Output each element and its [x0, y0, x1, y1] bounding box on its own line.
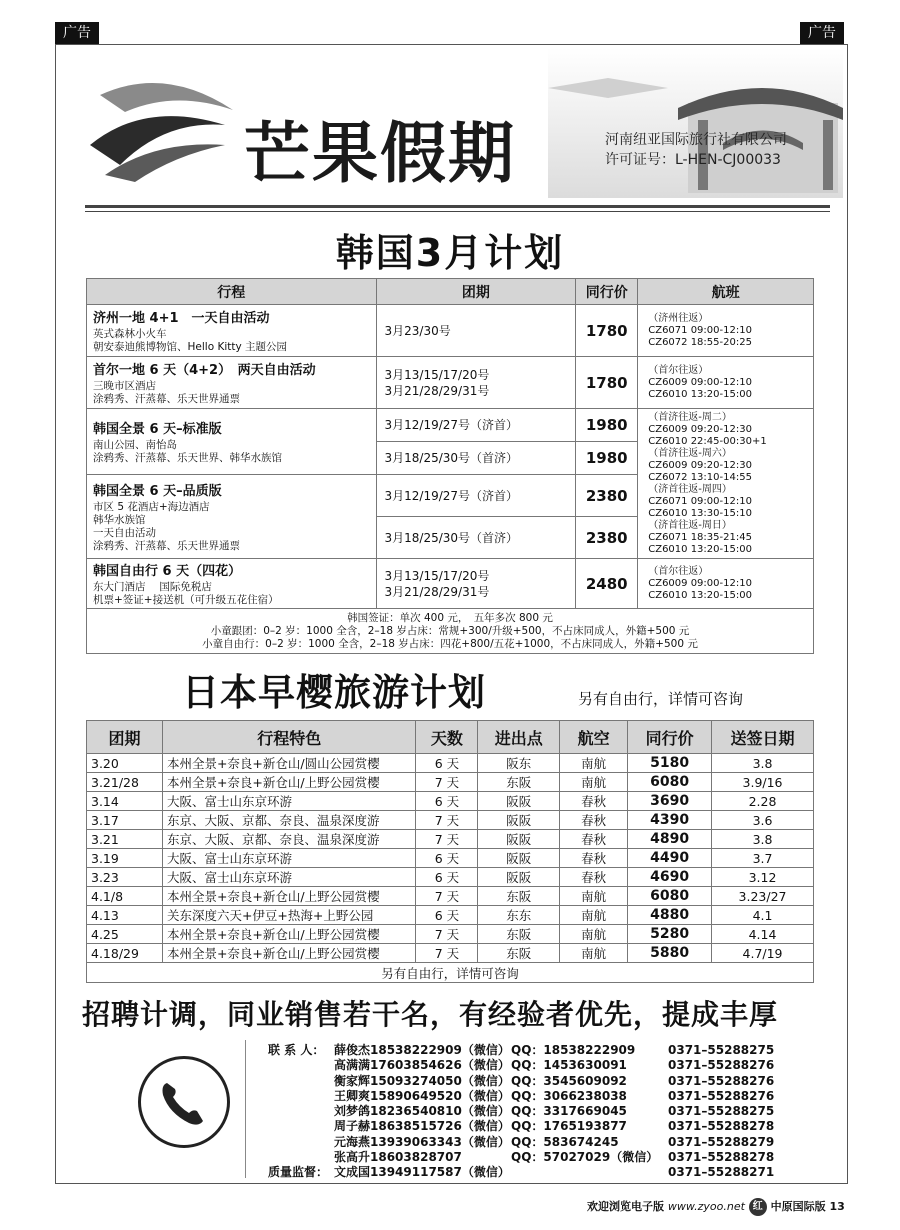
- contact-phone: 0371–55288278: [668, 1150, 775, 1165]
- gate-scene-image: [548, 48, 843, 198]
- itinerary: 东京、大阪、京都、奈良、温泉深度游: [162, 830, 416, 849]
- airline: 春秋: [560, 811, 628, 830]
- visa-date: 3.12: [712, 868, 814, 887]
- visa-date: 3.8: [712, 754, 814, 773]
- tour-date: 4.1/8: [87, 887, 163, 906]
- agency-name: 河南纽亚国际旅行社有限公司: [605, 132, 787, 148]
- contact-person: 王卿爽15890649520（微信）: [334, 1088, 510, 1103]
- visa-date: 2.28: [712, 792, 814, 811]
- entry-exit: 阪阪: [478, 830, 560, 849]
- entry-exit: 东阪: [478, 925, 560, 944]
- contact-phone: 0371–55288275: [668, 1104, 775, 1119]
- price: 4490: [628, 849, 712, 868]
- flight-info: [638, 409, 814, 559]
- tour-dates: 3月18/25/30号（首济）: [376, 442, 576, 475]
- airline: 南航: [560, 754, 628, 773]
- route-detail: 涂鸦秀、汗蒸幕、乐天世界通票: [93, 393, 240, 405]
- table-row: [87, 357, 814, 409]
- airline: 南航: [560, 906, 628, 925]
- contact-person: 元海燕13939063343（微信）: [334, 1134, 510, 1149]
- divider: [245, 1040, 246, 1178]
- tour-date: 3.23: [87, 868, 163, 887]
- contact-person: 衡家辉15093274050（微信）: [334, 1073, 510, 1088]
- date-line: 3月21/28/29/31号: [384, 584, 490, 599]
- contact-label: 联 系 人：: [268, 1043, 325, 1057]
- date-line: 3月13/15/17/20号: [384, 568, 490, 583]
- flight-info: [638, 305, 814, 357]
- ad-tag-left: 广告: [55, 22, 99, 44]
- divider: [85, 211, 830, 212]
- flight-line: CZ6072 13:10-14:55: [648, 471, 752, 483]
- flight-line: （济首往返-周日）: [648, 519, 732, 531]
- days: 7 天: [416, 944, 478, 963]
- flight-line: （首济往返-周二）: [648, 411, 732, 423]
- route-title: 韩国全景 6 天–品质版: [93, 484, 222, 499]
- license-number: 许可证号：L-HEN-CJ00033: [605, 152, 781, 168]
- contact-phone: 0371–55288279: [668, 1134, 775, 1149]
- flight-line: CZ6072 18:55-20:25: [648, 336, 752, 348]
- date-line: 3月21/28/29/31号: [384, 383, 490, 398]
- japan-footer-row: [87, 963, 814, 983]
- route-detail: 机票+签证+接送机（可升级五花住宿）: [93, 594, 279, 606]
- visa-date: 3.8: [712, 830, 814, 849]
- price: 1980: [576, 409, 638, 442]
- table-row: [87, 830, 814, 849]
- airline: 春秋: [560, 868, 628, 887]
- price: 5280: [628, 925, 712, 944]
- days: 6 天: [416, 868, 478, 887]
- page-number: 13: [829, 1200, 845, 1213]
- flight-line: CZ6071 18:35-21:45: [648, 531, 752, 543]
- airline: 南航: [560, 925, 628, 944]
- visa-date: 4.14: [712, 925, 814, 944]
- price: 1780: [576, 305, 638, 357]
- visa-note: 小童自由行：0–2 岁：1000 全含，2–18 岁占床：四花+800/五花+1000，不占床同成人，外籍+500 元: [202, 637, 698, 650]
- tour-date: 4.25: [87, 925, 163, 944]
- visa-date: 3.23/27: [712, 887, 814, 906]
- flight-line: CZ6071 09:00-12:10: [648, 324, 752, 336]
- table-row: [87, 792, 814, 811]
- route-detail: 韩华水族馆: [93, 514, 146, 526]
- flight-line: CZ6010 13:20-15:00: [648, 589, 752, 601]
- itinerary: 大阪、富士山东京环游: [162, 868, 416, 887]
- contact-person: 文成国13949117587（微信）: [334, 1165, 510, 1180]
- contact-phone: 0371–55288276: [668, 1088, 775, 1103]
- entry-exit: 东阪: [478, 944, 560, 963]
- visa-notes-row: [87, 609, 814, 654]
- route-detail: 东大门酒店 国际免税店: [93, 581, 212, 593]
- price: 2480: [576, 559, 638, 609]
- visa-date: 4.7/19: [712, 944, 814, 963]
- tour-date: 3.19: [87, 849, 163, 868]
- itinerary: 大阪、富士山东京环游: [162, 792, 416, 811]
- korea-title: 韩国3月计划: [335, 231, 565, 275]
- flight-line: CZ6010 13:20-15:00: [648, 543, 752, 555]
- flight-line: CZ6010 13:20-15:00: [648, 388, 752, 400]
- col-header: 行程特色: [162, 721, 416, 754]
- footer-section: 中原国际版: [770, 1200, 826, 1213]
- entry-exit: 阪阪: [478, 868, 560, 887]
- contact-phone: 0371–55288278: [668, 1119, 775, 1134]
- days: 6 天: [416, 754, 478, 773]
- table-row: [87, 305, 814, 357]
- itinerary: 本州全景+奈良+新仓山/上野公园赏樱: [162, 887, 416, 906]
- col-header: 团期: [376, 279, 576, 305]
- contact-person: 高满满17603854626（微信）: [334, 1058, 510, 1073]
- col-header: 同行价: [628, 721, 712, 754]
- itinerary: 关东深度六天+伊豆+热海+上野公园: [162, 906, 416, 925]
- days: 7 天: [416, 773, 478, 792]
- visa-date: 3.6: [712, 811, 814, 830]
- itinerary: 大阪、富士山东京环游: [162, 849, 416, 868]
- table-row: [87, 868, 814, 887]
- entry-exit: 阪阪: [478, 811, 560, 830]
- price: 4880: [628, 906, 712, 925]
- agency-info: [605, 130, 787, 170]
- price: 6080: [628, 773, 712, 792]
- table-row: [87, 754, 814, 773]
- visa-note: 韩国签证：单次 400 元， 五年多次 800 元: [347, 611, 553, 624]
- tour-dates: [376, 357, 576, 409]
- table-header: [87, 721, 814, 754]
- contact-qq: QQ：57027029（微信）: [511, 1150, 659, 1165]
- contact-phone: 0371–55288271: [668, 1165, 775, 1180]
- flight-line: （济首往返-周四）: [648, 483, 732, 495]
- japan-subtitle: 另有自由行，详情可咨询: [578, 690, 744, 708]
- price: 6080: [628, 887, 712, 906]
- price: 5880: [628, 944, 712, 963]
- footer-label: 欢迎浏览电子版: [587, 1200, 664, 1213]
- itinerary: 东京、大阪、京都、奈良、温泉深度游: [162, 811, 416, 830]
- price: 4690: [628, 868, 712, 887]
- date-line: 3月13/15/17/20号: [384, 367, 490, 382]
- flight-line: （首尔往返）: [648, 364, 709, 376]
- route-title: 韩国自由行 6 天（四花）: [93, 564, 242, 579]
- col-header: 同行价: [576, 279, 638, 305]
- contact-person: 周子赫18638515726（微信）: [334, 1119, 510, 1134]
- page-footer: [587, 1198, 845, 1216]
- japan-title: 日本早樱旅游计划: [182, 671, 486, 714]
- route-detail: 涂鸦秀、汗蒸幕、乐天世界通票: [93, 540, 240, 552]
- table-row: [87, 409, 814, 442]
- contact-person: 刘梦鸽18236540810（微信）: [334, 1104, 510, 1119]
- col-header: 航班: [638, 279, 814, 305]
- entry-exit: 阪阪: [478, 849, 560, 868]
- route-title: 韩国全景 6 天–标准版: [93, 422, 222, 437]
- itinerary: 本州全景+奈良+新仓山/圆山公园赏樱: [162, 754, 416, 773]
- visa-note: 小童跟团：0–2 岁：1000 全含，2–18 岁占床：常规+300/升级+500，不占床同成人，外籍+500 元: [210, 624, 690, 637]
- table-row: [87, 559, 814, 609]
- price: 4390: [628, 811, 712, 830]
- tour-date: 4.13: [87, 906, 163, 925]
- footer-site-link[interactable]: www.zyoo.net: [667, 1200, 745, 1213]
- tour-date: 3.21: [87, 830, 163, 849]
- col-header: 送签日期: [712, 721, 814, 754]
- tour-dates: 3月18/25/30号（首济）: [376, 517, 576, 559]
- flight-line: （济州往返）: [648, 312, 709, 324]
- tour-dates: [376, 559, 576, 609]
- days: 7 天: [416, 887, 478, 906]
- route-detail: 涂鸦秀、汗蒸幕、乐天世界、韩华水族馆: [93, 452, 282, 464]
- visa-date: 3.7: [712, 849, 814, 868]
- badge-icon: 红: [749, 1198, 767, 1216]
- col-header: 航空: [560, 721, 628, 754]
- contact-phone: 0371–55288275: [668, 1043, 775, 1057]
- flight-line: CZ6071 09:00-12:10: [648, 495, 752, 507]
- table-row: [87, 773, 814, 792]
- tour-dates: 3月12/19/27号（济首）: [376, 409, 576, 442]
- visa-date: 3.9/16: [712, 773, 814, 792]
- contact-qq: QQ：1453630091: [511, 1058, 627, 1073]
- entry-exit: 东东: [478, 906, 560, 925]
- days: 7 天: [416, 830, 478, 849]
- flight-line: （首济往返-周六）: [648, 447, 732, 459]
- tour-date: 3.20: [87, 754, 163, 773]
- days: 6 天: [416, 906, 478, 925]
- itinerary: 本州全景+奈良+新仓山/上野公园赏樱: [162, 773, 416, 792]
- route-detail: 英式森林小火车: [93, 328, 167, 340]
- brand-logo-icon: [85, 70, 235, 185]
- route-title: 济州一地 4+1 一天自由活动: [93, 311, 270, 326]
- contact-qq: QQ：3066238038: [511, 1088, 627, 1103]
- phone-icon: [138, 1056, 230, 1148]
- table-row: [87, 906, 814, 925]
- contact-phone: 0371–55288276: [668, 1058, 775, 1073]
- days: 6 天: [416, 849, 478, 868]
- contact-person: 薛俊杰18538222909（微信）: [334, 1043, 510, 1057]
- itinerary: 本州全景+奈良+新仓山/上野公园赏樱: [162, 944, 416, 963]
- contact-label: 质量监督：: [268, 1165, 329, 1180]
- tour-date: 3.17: [87, 811, 163, 830]
- airline: 春秋: [560, 830, 628, 849]
- entry-exit: 阪阪: [478, 792, 560, 811]
- price: 2380: [576, 475, 638, 517]
- recruit-banner: 招聘计调，同业销售若干名，有经验者优先，提成丰厚: [82, 998, 779, 1031]
- price: 2380: [576, 517, 638, 559]
- brand-name: 芒果假期: [244, 115, 516, 192]
- price: 5180: [628, 754, 712, 773]
- flight-line: CZ6010 13:30-15:10: [648, 507, 752, 519]
- contact-qq: QQ：583674245: [511, 1134, 619, 1149]
- route-detail: 南山公园、南怡岛: [93, 439, 177, 451]
- airline: 南航: [560, 944, 628, 963]
- contact-qq: QQ：1765193877: [511, 1119, 627, 1134]
- price: 1980: [576, 442, 638, 475]
- visa-date: 4.1: [712, 906, 814, 925]
- col-header: 天数: [416, 721, 478, 754]
- entry-exit: 阪东: [478, 754, 560, 773]
- route-detail: 一天自由活动: [93, 527, 156, 539]
- tour-dates: 3月12/19/27号（济首）: [376, 475, 576, 517]
- table-row: [87, 849, 814, 868]
- price: 3690: [628, 792, 712, 811]
- flight-line: CZ6009 09:20-12:30: [648, 459, 752, 471]
- contact-phone: 0371–55288276: [668, 1073, 775, 1088]
- table-header: [87, 279, 814, 305]
- ad-tag-right: 广告: [800, 22, 844, 44]
- itinerary: 本州全景+奈良+新仓山/上野公园赏樱: [162, 925, 416, 944]
- flight-line: （首尔往返）: [648, 565, 709, 577]
- tour-date: 4.18/29: [87, 944, 163, 963]
- price: 1780: [576, 357, 638, 409]
- japan-table: [86, 720, 814, 983]
- divider: [85, 205, 830, 208]
- tour-dates: 3月23/30号: [376, 305, 576, 357]
- contact-person: 张高升18603828707: [334, 1150, 462, 1165]
- airline: 春秋: [560, 849, 628, 868]
- japan-footer: 另有自由行，详情可咨询: [87, 963, 814, 983]
- table-row: [87, 925, 814, 944]
- flight-info: [638, 357, 814, 409]
- contact-qq: QQ：3317669045: [511, 1104, 627, 1119]
- days: 6 天: [416, 792, 478, 811]
- entry-exit: 东阪: [478, 773, 560, 792]
- col-header: 进出点: [478, 721, 560, 754]
- days: 7 天: [416, 925, 478, 944]
- tour-date: 3.21/28: [87, 773, 163, 792]
- route-detail: 三晚市区酒店: [93, 380, 156, 392]
- days: 7 天: [416, 811, 478, 830]
- flight-line: CZ6009 09:00-12:10: [648, 577, 752, 589]
- flight-line: CZ6009 09:20-12:30: [648, 423, 752, 435]
- flight-line: CZ6010 22:45-00:30+1: [648, 435, 767, 447]
- tour-date: 3.14: [87, 792, 163, 811]
- entry-exit: 东阪: [478, 887, 560, 906]
- korea-table: [86, 278, 814, 654]
- table-row: [87, 811, 814, 830]
- route-title: 首尔一地 6 天（4+2） 两天自由活动: [93, 363, 316, 378]
- contact-qq: QQ：18538222909: [511, 1043, 636, 1057]
- contact-qq: QQ：3545609092: [511, 1073, 627, 1088]
- table-row: [87, 887, 814, 906]
- airline: 春秋: [560, 792, 628, 811]
- price: 4890: [628, 830, 712, 849]
- table-row: [87, 944, 814, 963]
- flight-line: CZ6009 09:00-12:10: [648, 376, 752, 388]
- col-header: 团期: [87, 721, 163, 754]
- airline: 南航: [560, 887, 628, 906]
- route-detail: 市区 5 花酒店+海边酒店: [93, 501, 210, 513]
- airline: 南航: [560, 773, 628, 792]
- flight-info: [638, 559, 814, 609]
- col-header: 行程: [87, 279, 377, 305]
- route-detail: 朝安泰迪熊博物馆、Hello Kitty 主题公园: [93, 341, 288, 353]
